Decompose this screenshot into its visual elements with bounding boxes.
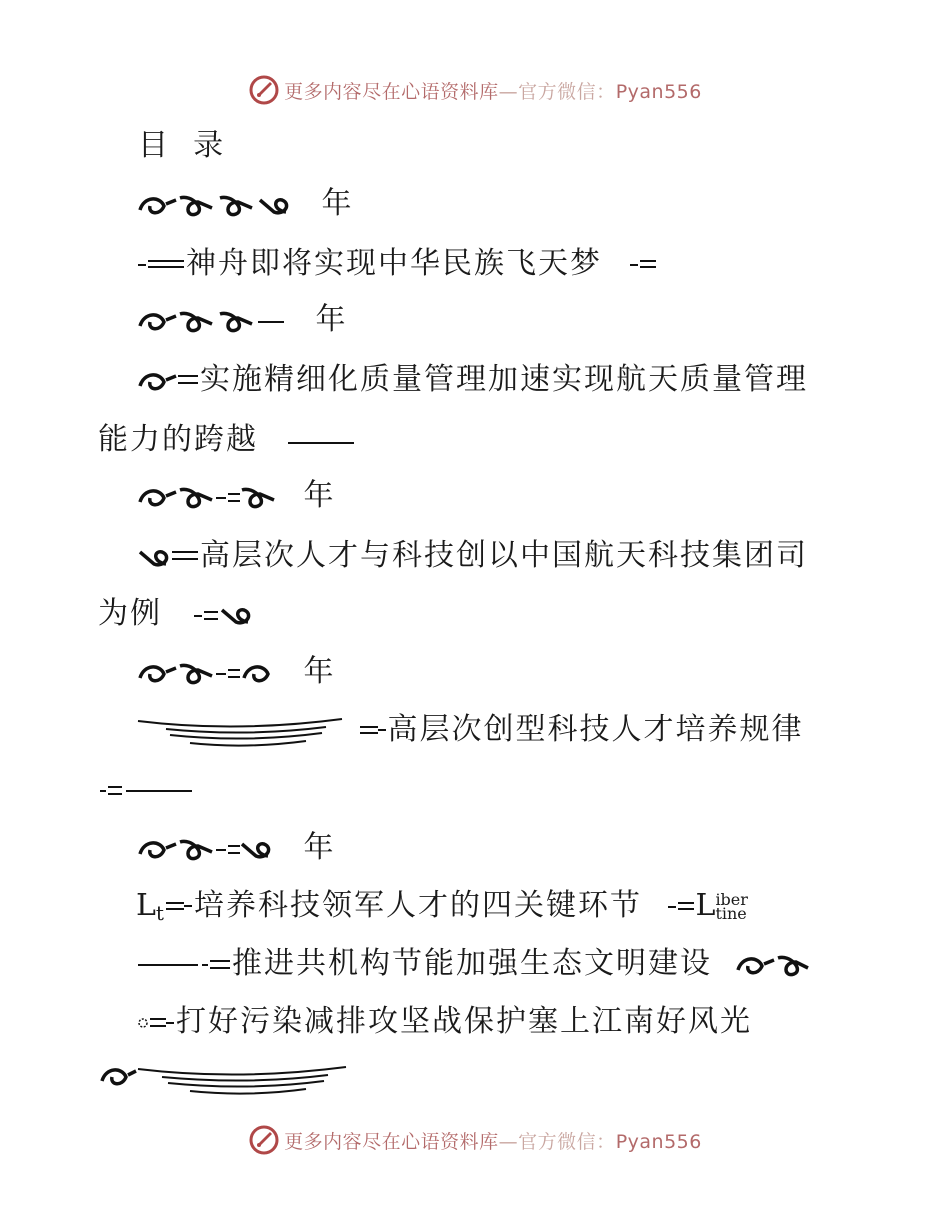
ornament-icon (136, 190, 296, 220)
dash-ornament-icon (164, 897, 194, 917)
dash-ornament-icon (666, 897, 696, 917)
dash-ornament-icon (98, 781, 194, 801)
dash-ornament-icon (358, 721, 388, 741)
toc-entry-5: $L_t$ 培养科技领军人才的四关键环节 L iber tine (136, 888, 748, 925)
toc-entry-7: 打好污染减排攻坚战保护塞上江南好风光 (136, 1000, 752, 1044)
dash-ornament-icon (628, 255, 658, 275)
toc-year-3: 年 (136, 474, 336, 518)
footer-banner (0, 1120, 950, 1160)
toc-year-2: 年 (136, 298, 348, 342)
banner-text: 更多内容尽在心语资料库—官方微信：Pyan556 (284, 80, 702, 103)
ornament-icon (136, 834, 276, 864)
dash-ornament-icon (136, 255, 186, 275)
toc-entry-3-cont: 为例 (98, 592, 256, 636)
brand-logo-icon (248, 74, 280, 106)
ornament-icon (136, 482, 276, 512)
toc-entry-6: 推进共机构节能加强生态文明建设 (136, 942, 810, 986)
toc-entry-4-cont (98, 768, 194, 812)
toc-year-1: 年 (136, 182, 354, 226)
ornament-icon (136, 366, 200, 396)
toc-entry-1: 神舟即将实现中华民族飞天梦 (136, 242, 658, 286)
wave-ornament-icon (136, 711, 346, 751)
toc-year-4: 年 (136, 650, 336, 694)
ornament-icon (192, 600, 256, 630)
toc-entry-2: 实施精细化质量管理加速实现航天质量管理 (136, 358, 808, 402)
dash-ornament-icon (136, 1013, 176, 1033)
toc-year-5: 年 (136, 826, 336, 870)
wave-ornament-icon (98, 1061, 358, 1101)
header-banner (0, 70, 950, 110)
ornament-icon (734, 950, 810, 980)
toc-entry-7-cont (98, 1058, 358, 1102)
banner-text: 更多内容尽在心语资料库—官方微信：Pyan556 (284, 1130, 702, 1153)
dash-ornament-icon (136, 955, 232, 975)
ornament-icon (136, 542, 200, 572)
ornament-icon (136, 306, 286, 336)
dash-ornament-icon (286, 431, 356, 451)
brand-logo-icon (248, 1124, 280, 1156)
toc-title: 目 录 (138, 128, 226, 163)
toc-entry-2-cont: 能力的跨越 (98, 418, 356, 462)
toc-entry-3: 高层次人才与科技创以中国航天科技集团司 (136, 534, 808, 578)
toc-entry-4: 高层次创型科技人才培养规律 (136, 708, 804, 752)
ornament-icon (136, 658, 276, 688)
